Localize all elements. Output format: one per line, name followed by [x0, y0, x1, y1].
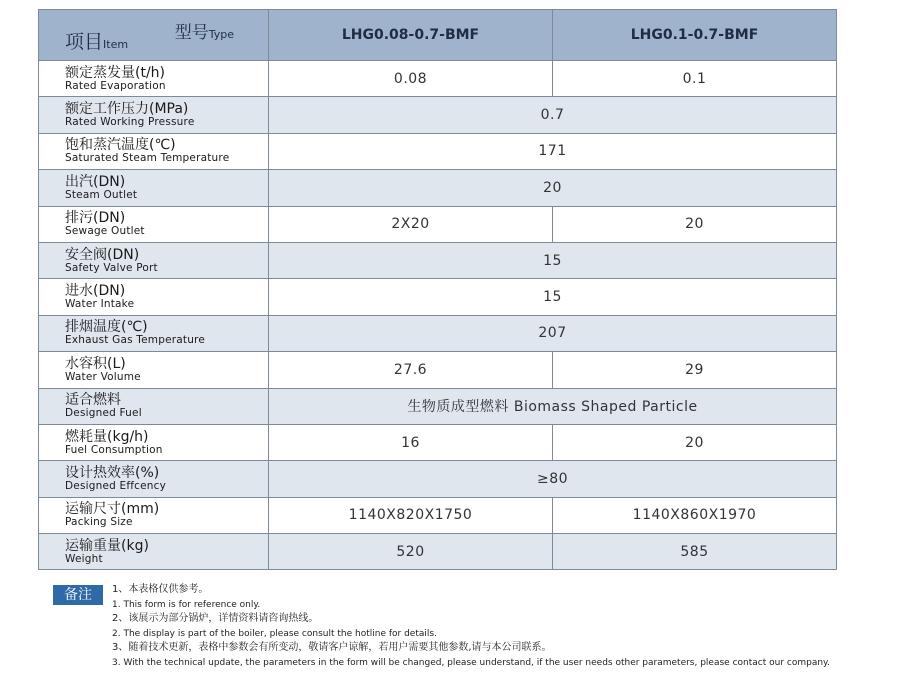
parameter-name-en: Packing Size: [65, 516, 133, 529]
parameter-cell: [39, 388, 269, 424]
table-row: [39, 61, 837, 97]
parameter-name-zh: 运输尺寸(mm): [65, 501, 160, 518]
parameter-cell: [39, 424, 269, 460]
parameter-name-en: Designed Fuel: [65, 407, 142, 420]
parameter-cell: [39, 170, 269, 206]
parameter-name-zh: 水容积(L): [65, 355, 126, 372]
table-row: [39, 206, 837, 242]
parameter-name-en: Steam Outlet: [65, 188, 138, 201]
parameter-name-en: Exhaust Gas Temperature: [65, 334, 206, 347]
value-cell-model-1: 520: [269, 534, 553, 570]
note-3-zh: 3、随着技术更新，表格中参数会有所变动，敬请客户谅解，若用户需要其他参数,请与本公司联系。: [112, 642, 552, 653]
value-cell-merged: ≥80: [269, 461, 837, 497]
parameter-name-en: Saturated Steam Temperature: [65, 152, 230, 165]
parameter-cell: [39, 242, 269, 278]
parameter-cell: [39, 534, 269, 570]
value-cell-model-2: 20: [553, 206, 837, 242]
type-label-en: Type: [208, 28, 234, 41]
table-row: [39, 170, 837, 206]
type-label: [175, 18, 234, 43]
table-row: [39, 279, 837, 315]
parameter-name-en: Fuel Consumption: [65, 443, 163, 456]
table-row: [39, 133, 837, 169]
value-cell-model-2: 0.1: [553, 61, 837, 97]
parameter-name-zh: 排污(DN): [65, 210, 126, 227]
parameter-cell: [39, 352, 269, 388]
note-1-zh: 1、本表格仅供参考。: [112, 584, 209, 595]
table-row: [39, 424, 837, 460]
value-cell-merged: 0.7: [269, 97, 837, 133]
type-label-zh: 型号: [174, 23, 209, 43]
parameter-name-zh: 燃耗量(kg/h): [65, 428, 149, 445]
model-header-1: LHG0.08-0.7-BMF: [269, 10, 553, 61]
note-2-en: 2. The display is part of the boiler, please consult the hotline for details.: [112, 628, 437, 639]
value-cell-merged: 20: [269, 170, 837, 206]
notes-lines: [112, 583, 830, 670]
value-cell-model-1: 16: [269, 424, 553, 460]
parameter-name-en: Safety Valve Port: [65, 261, 158, 274]
value-cell-model-2: 585: [553, 534, 837, 570]
value-cell-merged: 15: [269, 279, 837, 315]
value-cell-model-2: 1140X860X1970: [553, 497, 837, 533]
value-cell-merged: 207: [269, 315, 837, 351]
parameter-name-en: Sewage Outlet: [65, 225, 145, 238]
table-row: [39, 388, 837, 424]
parameter-name-en: Rated Evaporation: [65, 79, 166, 92]
parameter-name-zh: 运输重量(kg): [65, 537, 149, 554]
table-row: [39, 97, 837, 133]
item-label: [65, 27, 128, 54]
parameter-name-zh: 出汽(DN): [65, 173, 126, 190]
note-3-en: 3. With the technical update, the parameters in the form will be changed, please understand, if the user needs other parameters, please contact our company.: [112, 657, 830, 668]
note-2-zh: 2、该展示为部分锅炉，详情资料请咨询热线。: [112, 613, 319, 624]
value-cell-model-1: 1140X820X1750: [269, 497, 553, 533]
table-row: [39, 315, 837, 351]
table-row: [39, 534, 837, 570]
parameter-name-en: Rated Working Pressure: [65, 116, 195, 129]
parameter-name-zh: 适合燃料: [65, 392, 121, 409]
value-cell-model-1: 27.6: [269, 352, 553, 388]
parameter-cell: [39, 206, 269, 242]
table-row: [39, 352, 837, 388]
spec-table: [38, 9, 837, 570]
parameter-name-en: Weight: [65, 552, 103, 565]
parameter-name-en: Water Volume: [65, 370, 141, 383]
parameter-name-en: Water Intake: [65, 298, 135, 311]
parameter-name-zh: 进水(DN): [65, 283, 126, 300]
parameter-name-zh: 安全阀(DN): [65, 246, 140, 263]
value-cell-merged: 15: [269, 242, 837, 278]
note-1-en: 1. This form is for reference only.: [112, 599, 261, 610]
header-row: [39, 10, 837, 61]
parameter-name-zh: 排烟温度(℃): [65, 319, 148, 336]
parameter-cell: [39, 133, 269, 169]
parameter-cell: [39, 97, 269, 133]
value-cell-model-2: 20: [553, 424, 837, 460]
model-header-2: LHG0.1-0.7-BMF: [553, 10, 837, 61]
parameter-cell: [39, 315, 269, 351]
parameter-name-zh: 额定工作压力(MPa): [65, 101, 189, 118]
notes-badge: 备注: [53, 585, 103, 605]
value-cell-model-1: 2X20: [269, 206, 553, 242]
header-item-type-cell: [39, 10, 269, 61]
parameter-name-zh: 饱和蒸汽温度(℃): [65, 137, 176, 154]
parameter-name-zh: 设计热效率(%): [65, 464, 160, 481]
parameter-name-en: Designed Effcency: [65, 479, 167, 492]
value-cell-merged: 171: [269, 133, 837, 169]
parameter-cell: [39, 497, 269, 533]
item-label-zh: 项目: [65, 31, 104, 53]
spec-table-body: [39, 10, 837, 570]
table-row: [39, 497, 837, 533]
item-label-en: Item: [103, 38, 129, 51]
value-cell-model-1: 0.08: [269, 61, 553, 97]
parameter-cell: [39, 279, 269, 315]
table-row: [39, 242, 837, 278]
parameter-cell: [39, 461, 269, 497]
value-cell-model-2: 29: [553, 352, 837, 388]
value-cell-merged: 生物质成型燃料 Biomass Shaped Particle: [269, 388, 837, 424]
table-row: [39, 461, 837, 497]
parameter-cell: [39, 61, 269, 97]
parameter-name-zh: 额定蒸发量(t/h): [65, 64, 166, 81]
